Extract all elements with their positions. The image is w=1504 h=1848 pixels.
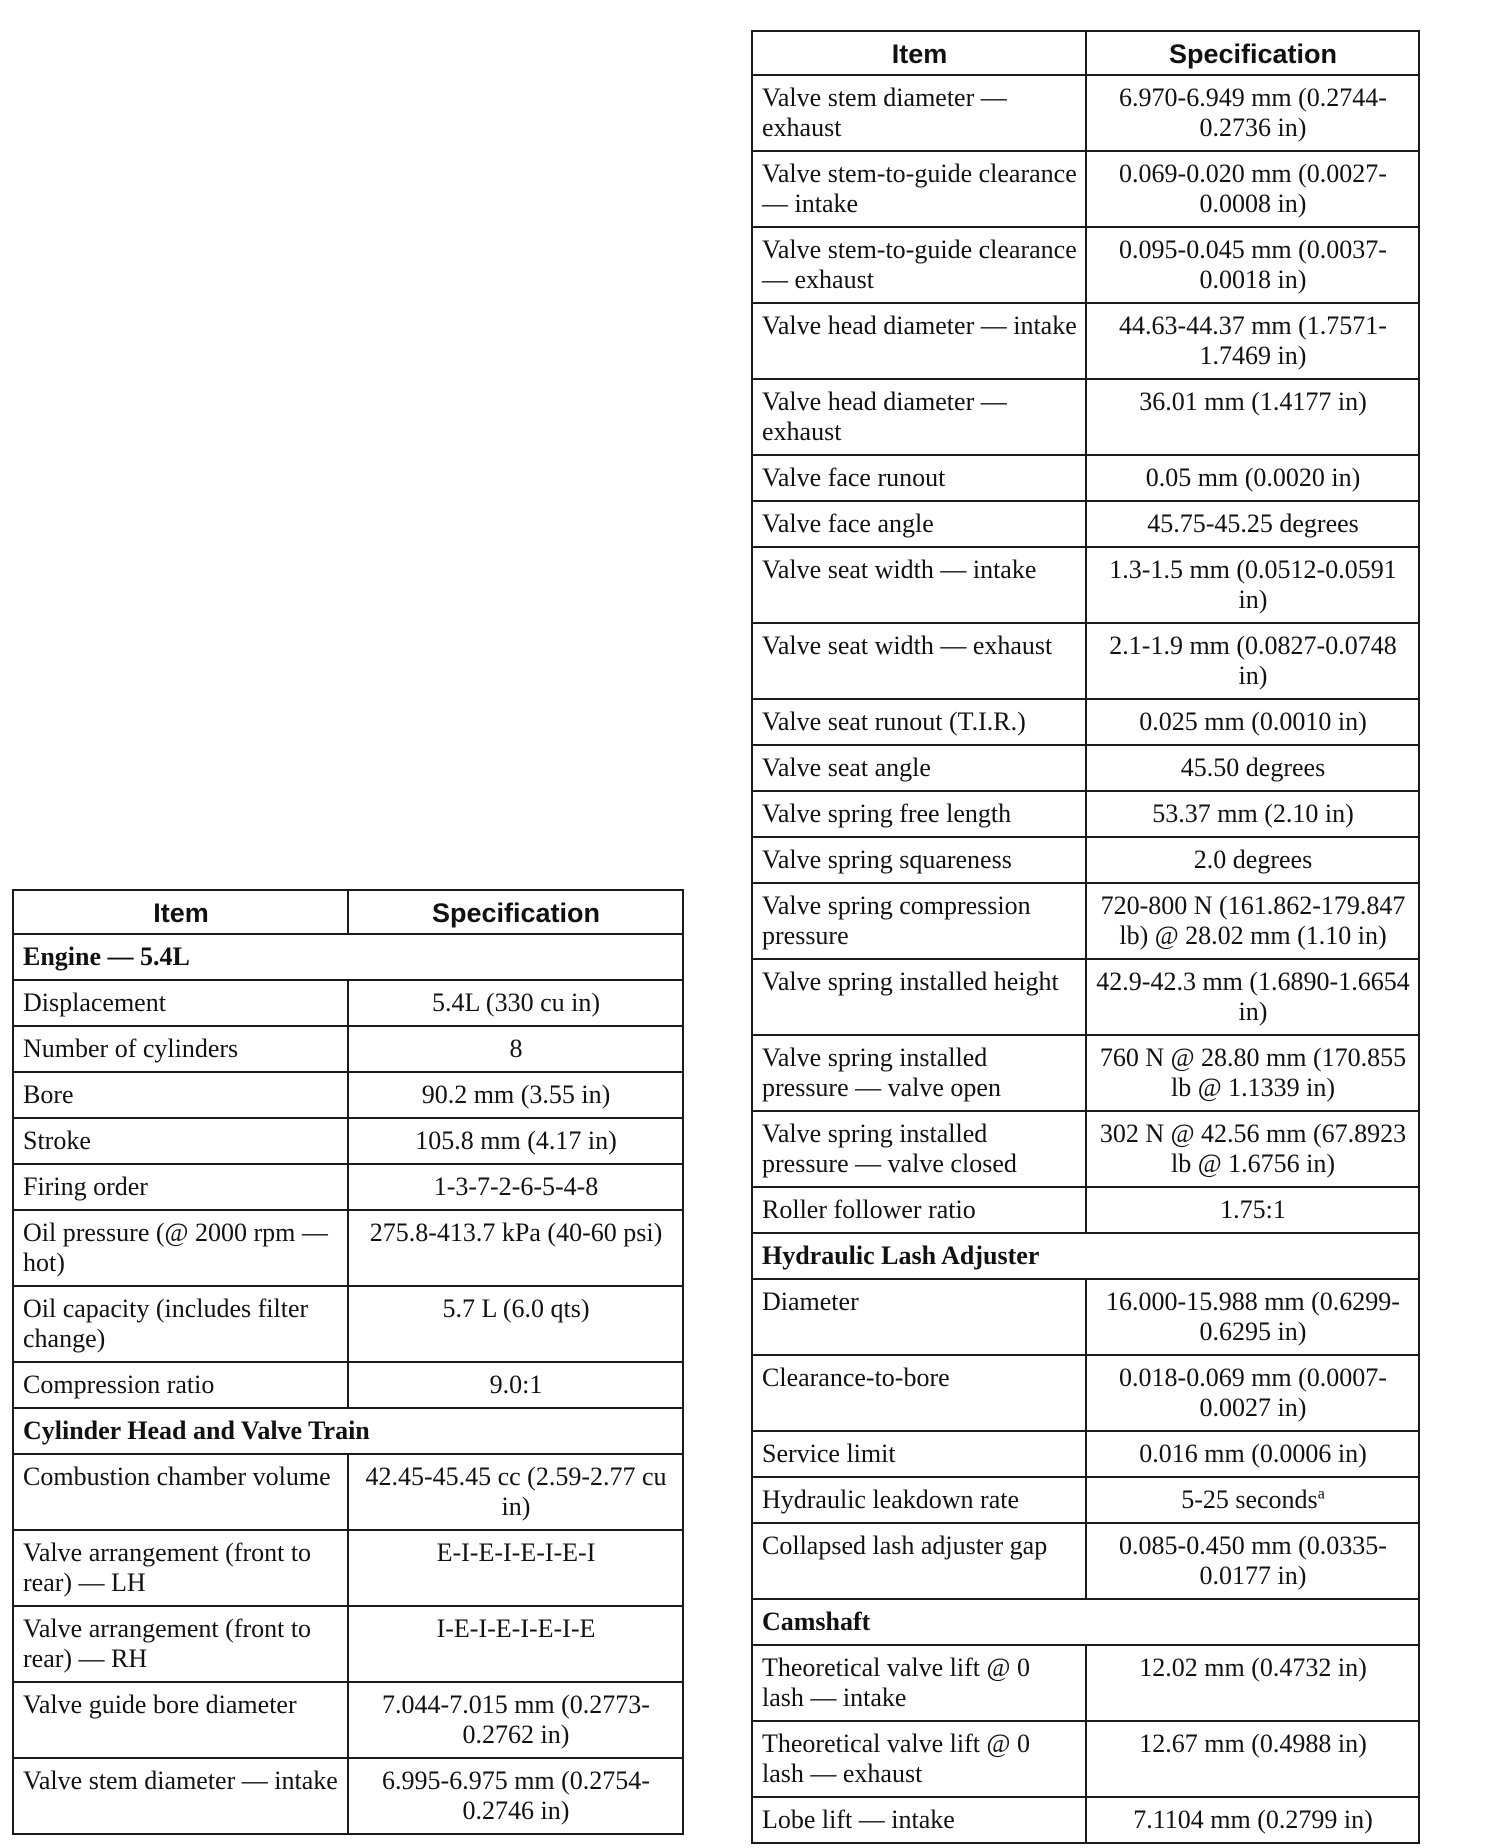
table-row (752, 1035, 1419, 1111)
section-row (752, 1599, 1419, 1645)
item-cell: Valve seat width — exhaust (752, 623, 1086, 699)
item-cell: Valve guide bore diameter (13, 1682, 348, 1758)
specification-value: 36.01 mm (1.4177 in) (1139, 387, 1367, 416)
item-cell: Stroke (13, 1118, 348, 1164)
specification-value: 2.0 degrees (1193, 845, 1313, 874)
item-cell: Valve arrangement (front to rear) — RH (13, 1606, 348, 1682)
specification-cell (1086, 1523, 1419, 1599)
item-cell: Valve face runout (752, 455, 1086, 501)
table-row (13, 980, 683, 1026)
specification-cell (1086, 1431, 1419, 1477)
item-cell: Valve seat runout (T.I.R.) (752, 699, 1086, 745)
specification-value: 90.2 mm (3.55 in) (421, 1080, 611, 1109)
specification-value: 275.8-413.7 kPa (40-60 psi) (369, 1218, 663, 1247)
item-cell: Valve stem-to-guide clearance — intake (752, 151, 1086, 227)
specification-value: 16.000-15.988 mm (0.6299-0.6295 in) (1106, 1287, 1400, 1346)
table-row (13, 1164, 683, 1210)
specification-value: 0.095-0.045 mm (0.0037-0.0018 in) (1119, 235, 1387, 294)
table-row (752, 837, 1419, 883)
specification-column-header: Specification (348, 890, 683, 934)
table-row (13, 1072, 683, 1118)
specification-cell (348, 980, 683, 1026)
specification-cell (348, 1072, 683, 1118)
specification-cell (348, 1286, 683, 1362)
item-cell: Valve seat width — intake (752, 547, 1086, 623)
specification-value: 0.069-0.020 mm (0.0027-0.0008 in) (1119, 159, 1387, 218)
table-row (13, 1286, 683, 1362)
specification-value: 42.45-45.45 cc (2.59-2.77 cu in) (365, 1462, 667, 1521)
item-cell: Theoretical valve lift @ 0 lash — exhaust (752, 1721, 1086, 1797)
specification-cell (1086, 745, 1419, 791)
specification-cell (1086, 455, 1419, 501)
specification-cell (348, 1530, 683, 1606)
specification-cell (1086, 699, 1419, 745)
specification-cell (1086, 883, 1419, 959)
specification-value: 0.05 mm (0.0020 in) (1145, 463, 1361, 492)
specification-cell (1086, 501, 1419, 547)
section-title: Hydraulic Lash Adjuster (752, 1233, 1419, 1279)
table-row (752, 1431, 1419, 1477)
specification-cell (1086, 547, 1419, 623)
item-cell: Valve spring installed pressure — valve open (752, 1035, 1086, 1111)
specification-value: 1.75:1 (1220, 1195, 1286, 1224)
specification-cell (348, 1454, 683, 1530)
table-row (13, 1454, 683, 1530)
specification-cell (348, 1210, 683, 1286)
specification-value: 9.0:1 (489, 1370, 543, 1399)
table-row (13, 1530, 683, 1606)
table-header-row (752, 31, 1419, 75)
specification-cell (1086, 1355, 1419, 1431)
table-row (752, 623, 1419, 699)
table-row (752, 1355, 1419, 1431)
item-column-header: Item (752, 31, 1086, 75)
item-cell: Collapsed lash adjuster gap (752, 1523, 1086, 1599)
specification-value: 760 N @ 28.80 mm (170.855 lb @ 1.1339 in) (1099, 1043, 1407, 1102)
item-cell: Valve stem-to-guide clearance — exhaust (752, 227, 1086, 303)
specification-value: 12.02 mm (0.4732 in) (1139, 1653, 1367, 1682)
specification-cell (348, 1758, 683, 1834)
table-row (752, 379, 1419, 455)
item-cell: Hydraulic leakdown rate (752, 1477, 1086, 1523)
section-row (13, 1408, 683, 1454)
section-title: Cylinder Head and Valve Train (13, 1408, 683, 1454)
table-row (752, 1645, 1419, 1721)
table-row (752, 1721, 1419, 1797)
specification-column-header: Specification (1086, 31, 1419, 75)
specification-value: 12.67 mm (0.4988 in) (1139, 1729, 1367, 1758)
table-row (752, 75, 1419, 151)
specification-value: 1-3-7-2-6-5-4-8 (433, 1172, 599, 1201)
item-cell: Combustion chamber volume (13, 1454, 348, 1530)
specification-value: 105.8 mm (4.17 in) (415, 1126, 617, 1155)
specification-cell (1086, 1111, 1419, 1187)
item-cell: Clearance-to-bore (752, 1355, 1086, 1431)
table-row (13, 1682, 683, 1758)
specification-value: 6.970-6.949 mm (0.2744-0.2736 in) (1119, 83, 1387, 142)
specification-value: 302 N @ 42.56 mm (67.8923 lb @ 1.6756 in) (1099, 1119, 1407, 1178)
specification-value: E-I-E-I-E-I-E-I (436, 1538, 596, 1567)
section-title: Engine — 5.4L (13, 934, 683, 980)
specification-cell (348, 1164, 683, 1210)
item-cell: Theoretical valve lift @ 0 lash — intake (752, 1645, 1086, 1721)
item-cell: Valve seat angle (752, 745, 1086, 791)
specification-cell (1086, 379, 1419, 455)
specification-value: 720-800 N (161.862-179.847 lb) @ 28.02 mm (1.10 in) (1100, 891, 1406, 950)
specification-value: 0.085-0.450 mm (0.0335-0.0177 in) (1119, 1531, 1387, 1590)
section-row (13, 934, 683, 980)
table-row (752, 791, 1419, 837)
item-cell: Valve stem diameter — intake (13, 1758, 348, 1834)
specification-cell (1086, 227, 1419, 303)
specification-value: 53.37 mm (2.10 in) (1152, 799, 1354, 828)
table-row (752, 227, 1419, 303)
table-row (752, 883, 1419, 959)
table-row (13, 1606, 683, 1682)
specification-cell (348, 1606, 683, 1682)
specification-cell (1086, 1797, 1419, 1843)
table-row (752, 745, 1419, 791)
engine-spec-table-right (751, 30, 1420, 1844)
specification-cell (1086, 1721, 1419, 1797)
specification-value: 0.025 mm (0.0010 in) (1139, 707, 1367, 736)
specification-value: 7.044-7.015 mm (0.2773-0.2762 in) (382, 1690, 650, 1749)
table-row (752, 699, 1419, 745)
footnote-marker: a (1317, 1485, 1325, 1503)
table-row (752, 303, 1419, 379)
specification-value: 45.75-45.25 degrees (1147, 509, 1359, 538)
table-row (13, 1210, 683, 1286)
specification-value: 5-25 seconds (1181, 1485, 1318, 1514)
item-cell: Roller follower ratio (752, 1187, 1086, 1233)
specification-value: 6.995-6.975 mm (0.2754-0.2746 in) (382, 1766, 650, 1825)
item-cell: Valve spring squareness (752, 837, 1086, 883)
specification-cell (1086, 1645, 1419, 1721)
table-row (752, 1477, 1419, 1523)
specification-cell (1086, 1279, 1419, 1355)
specification-cell (1086, 151, 1419, 227)
item-column-header: Item (13, 890, 348, 934)
specification-cell (1086, 303, 1419, 379)
item-cell: Valve spring installed pressure — valve closed (752, 1111, 1086, 1187)
item-cell: Valve spring free length (752, 791, 1086, 837)
item-cell: Lobe lift — intake (752, 1797, 1086, 1843)
item-cell: Valve head diameter — exhaust (752, 379, 1086, 455)
item-cell: Valve spring compression pressure (752, 883, 1086, 959)
table-row (752, 1797, 1419, 1843)
specification-value: 45.50 degrees (1180, 753, 1326, 782)
specification-value: 5.7 L (6.0 qts) (442, 1294, 590, 1323)
table-row (752, 501, 1419, 547)
item-cell: Number of cylinders (13, 1026, 348, 1072)
table-row (752, 1279, 1419, 1355)
specification-value: 1.3-1.5 mm (0.0512-0.0591 in) (1109, 555, 1397, 614)
table-row (752, 455, 1419, 501)
specification-value: 42.9-42.3 mm (1.6890-1.6654 in) (1096, 967, 1410, 1026)
specification-value: 7.1104 mm (0.2799 in) (1133, 1805, 1373, 1834)
specification-cell (348, 1118, 683, 1164)
item-cell: Bore (13, 1072, 348, 1118)
table-header-row (13, 890, 683, 934)
specification-cell (1086, 1187, 1419, 1233)
item-cell: Valve head diameter — intake (752, 303, 1086, 379)
specification-value: 0.016 mm (0.0006 in) (1139, 1439, 1367, 1468)
specification-cell (1086, 623, 1419, 699)
item-cell: Valve face angle (752, 501, 1086, 547)
specification-value: 5.4L (330 cu in) (432, 988, 600, 1017)
table-row (13, 1118, 683, 1164)
item-cell: Firing order (13, 1164, 348, 1210)
table-row (752, 1111, 1419, 1187)
table-row (13, 1026, 683, 1072)
table-row (752, 1187, 1419, 1233)
specification-cell (1086, 959, 1419, 1035)
table-row (752, 547, 1419, 623)
specification-cell (1086, 837, 1419, 883)
item-cell: Oil capacity (includes filter change) (13, 1286, 348, 1362)
specification-cell (1086, 75, 1419, 151)
item-cell: Valve arrangement (front to rear) — LH (13, 1530, 348, 1606)
specification-value: 2.1-1.9 mm (0.0827-0.0748 in) (1109, 631, 1397, 690)
section-title: Camshaft (752, 1599, 1419, 1645)
table-row (752, 1523, 1419, 1599)
table-row (13, 1758, 683, 1834)
specification-cell (348, 1026, 683, 1072)
specification-value: I-E-I-E-I-E-I-E (436, 1614, 596, 1643)
specification-cell (1086, 791, 1419, 837)
specification-cell (1086, 1477, 1419, 1523)
table-row (752, 959, 1419, 1035)
specification-cell (348, 1682, 683, 1758)
item-cell: Displacement (13, 980, 348, 1026)
table-row (752, 151, 1419, 227)
section-row (752, 1233, 1419, 1279)
item-cell: Oil pressure (@ 2000 rpm — hot) (13, 1210, 348, 1286)
specification-cell (348, 1362, 683, 1408)
item-cell: Valve stem diameter — exhaust (752, 75, 1086, 151)
item-cell: Valve spring installed height (752, 959, 1086, 1035)
specification-value: 0.018-0.069 mm (0.0007-0.0027 in) (1119, 1363, 1387, 1422)
engine-spec-table-left (12, 889, 684, 1835)
specification-value: 44.63-44.37 mm (1.7571-1.7469 in) (1119, 311, 1387, 370)
item-cell: Diameter (752, 1279, 1086, 1355)
item-cell: Service limit (752, 1431, 1086, 1477)
specification-value: 8 (509, 1034, 523, 1063)
item-cell: Compression ratio (13, 1362, 348, 1408)
specification-cell (1086, 1035, 1419, 1111)
table-row (13, 1362, 683, 1408)
